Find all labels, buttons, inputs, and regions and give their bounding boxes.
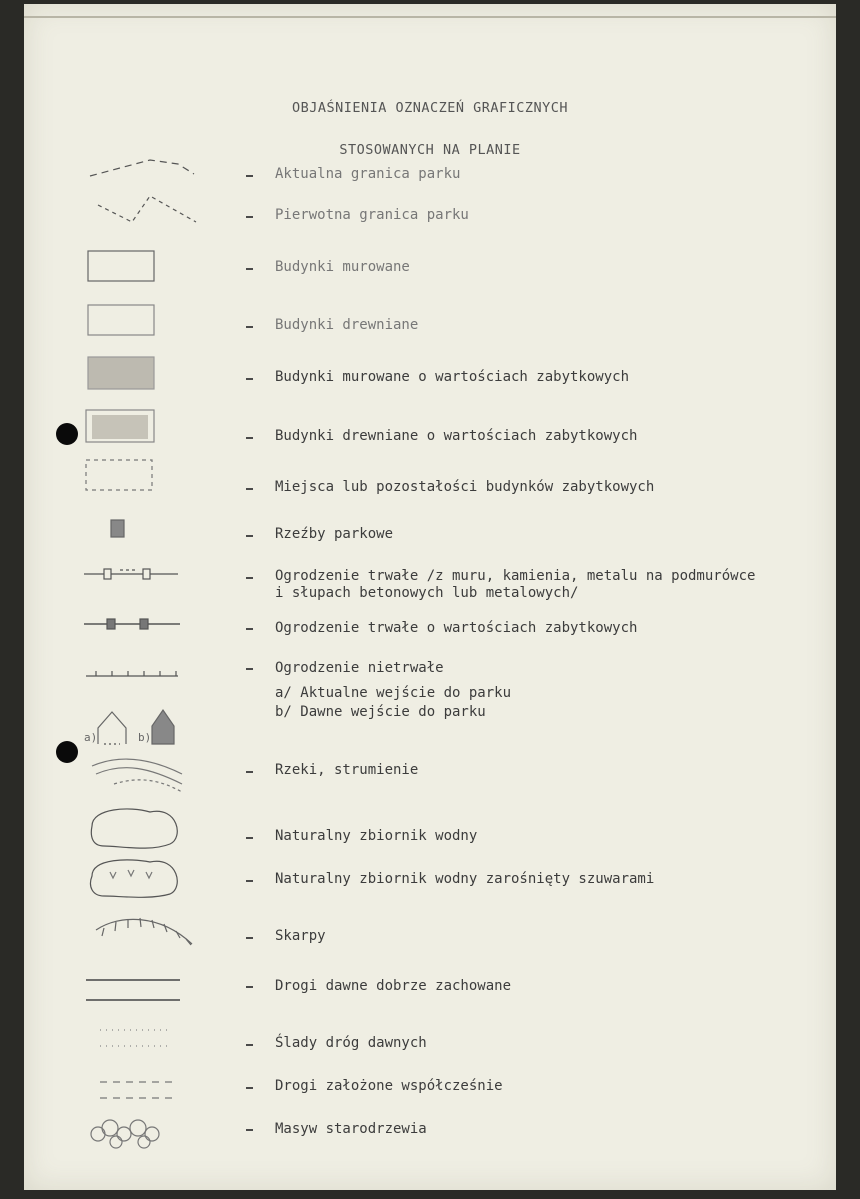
legend-label-wejscie-dawne: b/ Dawne wejście do parku bbox=[275, 704, 486, 720]
legend-label-rzeki: Rzeki, strumienie bbox=[275, 762, 419, 778]
legend-dash bbox=[246, 535, 253, 537]
punch-hole bbox=[56, 423, 78, 445]
legend-label-slady-drog: Ślady dróg dawnych bbox=[275, 1035, 427, 1051]
legend-dash bbox=[246, 326, 253, 328]
legend-dash bbox=[246, 986, 253, 988]
entrance-marker-b: b) bbox=[138, 731, 152, 744]
legend-label-budynki-murowane: Budynki murowane bbox=[275, 259, 410, 275]
legend-label-ogrodzenie-trwale-2: i słupach betonowych lub metalowych/ bbox=[275, 585, 579, 601]
legend-label-ogrodzenie-zabytkowe: Ogrodzenie trwałe o wartościach zabytkowych bbox=[275, 620, 638, 636]
legend-dash bbox=[246, 668, 253, 670]
legend-dash bbox=[246, 1129, 253, 1131]
legend-dash bbox=[246, 437, 253, 439]
legend-dash bbox=[246, 628, 253, 630]
legend-label-drogi-dawne: Drogi dawne dobrze zachowane bbox=[275, 978, 512, 994]
legend-dash bbox=[246, 488, 253, 490]
document-title: OBJAŚNIENIA OZNACZEŃ GRAFICZNYCH bbox=[291, 100, 569, 116]
legend-label-pierwotna-granica: Pierwotna granica parku bbox=[275, 207, 469, 223]
document-subtitle: STOSOWANYCH NA PLANIE bbox=[339, 142, 521, 158]
legend-dash bbox=[246, 577, 253, 579]
legend-label-budynki-drewniane: Budynki drewniane bbox=[275, 317, 419, 333]
legend-label-zbiornik: Naturalny zbiornik wodny bbox=[275, 828, 478, 844]
legend-label-skarpy: Skarpy bbox=[275, 928, 326, 944]
legend-dash bbox=[246, 175, 253, 177]
legend-label-aktualna-granica: Aktualna granica parku bbox=[275, 166, 461, 182]
legend-label-ogrodzenie-trwale-1: Ogrodzenie trwałe /z muru, kamienia, metalu na podmurówce bbox=[275, 568, 756, 584]
legend-label-ogrodzenie-nietrwale: Ogrodzenie nietrwałe bbox=[275, 660, 444, 676]
legend-dash bbox=[246, 880, 253, 882]
legend-dash bbox=[246, 216, 253, 218]
legend-dash bbox=[246, 1044, 253, 1046]
legend-dash bbox=[246, 837, 253, 839]
legend-dash bbox=[246, 268, 253, 270]
legend-label-drogi-wspolczesne: Drogi założone współcześnie bbox=[275, 1078, 503, 1094]
entrance-marker-a: a) bbox=[84, 731, 98, 744]
legend-label-wejscie-aktualne: a/ Aktualne wejście do parku bbox=[275, 685, 512, 701]
legend-label-budynki-murowane-zabytkowe: Budynki murowane o wartościach zabytkowych bbox=[275, 369, 630, 385]
punch-hole bbox=[56, 741, 78, 763]
legend-dash bbox=[246, 1087, 253, 1089]
legend-label-rzezby: Rzeźby parkowe bbox=[275, 526, 394, 542]
legend-label-budynki-drewniane-zabytkowe: Budynki drewniane o wartościach zabytkowych bbox=[275, 428, 638, 444]
legend-label-zbiornik-szuwary: Naturalny zbiornik wodny zarośnięty szuwarami bbox=[275, 871, 655, 887]
legend-label-masyw: Masyw starodrzewia bbox=[275, 1121, 427, 1137]
legend-dash bbox=[246, 378, 253, 380]
legend-dash bbox=[246, 937, 253, 939]
legend-label-miejsca-pozostalosci: Miejsca lub pozostałości budynków zabytkowych bbox=[275, 479, 655, 495]
legend-dash bbox=[246, 771, 253, 773]
page-top-edge bbox=[24, 16, 836, 18]
